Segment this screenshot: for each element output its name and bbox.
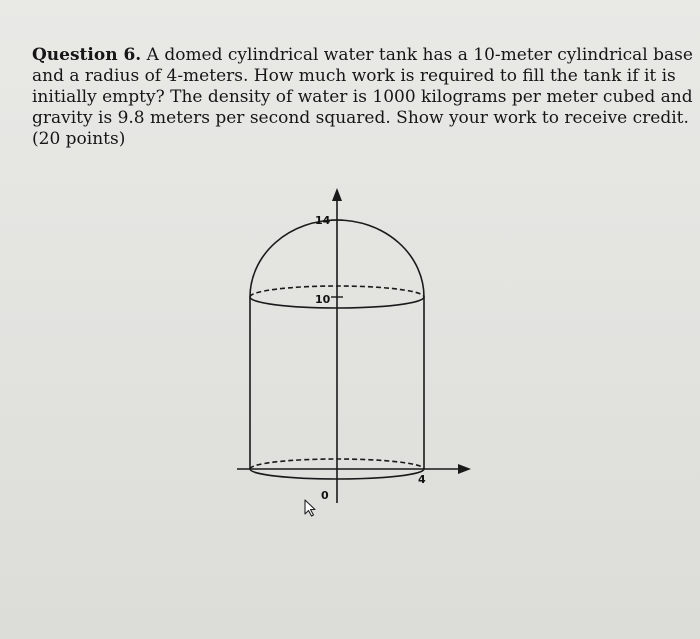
question-line-2: and a radius of 4-meters. How much work is required to fill the tank if it is <box>32 66 676 86</box>
question-label: Question 6. <box>32 45 142 65</box>
question-text <box>32 45 693 150</box>
tank-diagram <box>225 185 485 530</box>
mouse-pointer-icon <box>305 500 315 516</box>
question-line-4: gravity is 9.8 meters per second squared. Show your work to receive credit. <box>32 108 689 128</box>
label-origin-0: 0 <box>321 489 329 502</box>
question-line-5: (20 points) <box>32 129 126 149</box>
label-top-14: 14 <box>315 214 331 227</box>
question-line-1: Question 6. A domed cylindrical water tank has a 10-meter cylindrical base <box>32 45 693 65</box>
y-axis-arrowhead <box>332 188 342 201</box>
x-axis-arrowhead <box>458 464 471 474</box>
question-line-3: initially empty? The density of water is 1000 kilograms per meter cubed and <box>32 87 693 107</box>
label-radius-4: 4 <box>418 473 426 486</box>
label-middle-10: 10 <box>315 293 331 306</box>
tank-diagram-svg <box>225 185 485 530</box>
